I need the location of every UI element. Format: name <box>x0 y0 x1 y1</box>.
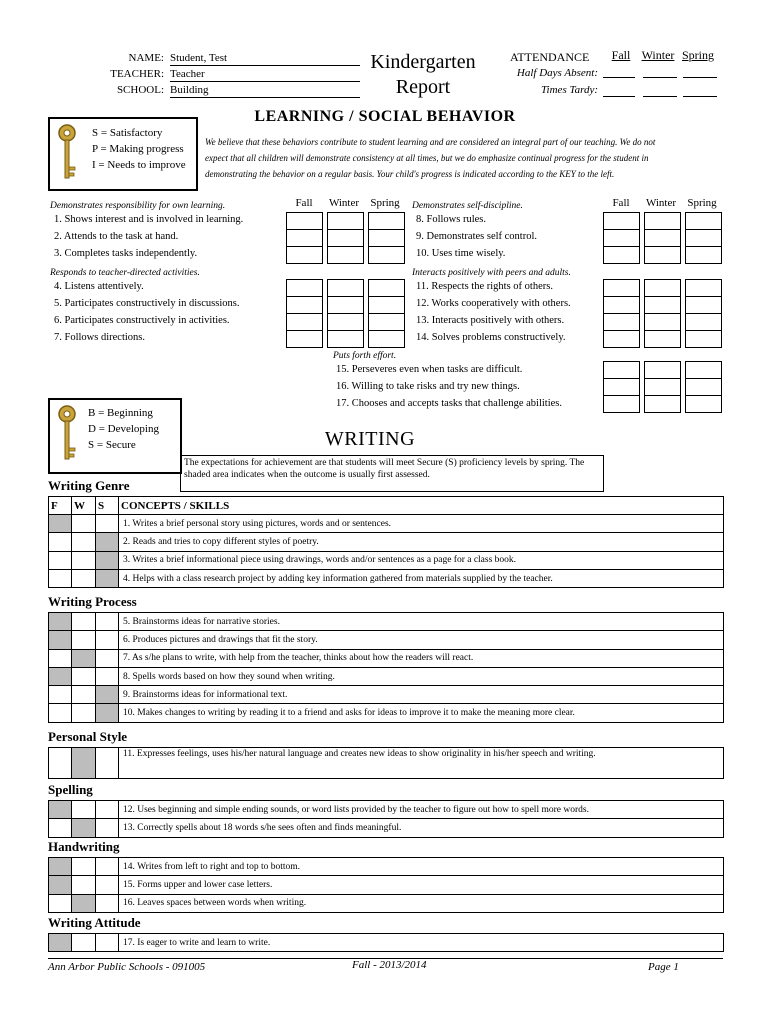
behavior-intro <box>205 134 725 182</box>
grade-cell-f[interactable] <box>49 569 72 587</box>
grade-cell-s[interactable] <box>96 533 119 551</box>
writing-section-title: Writing Genre <box>48 478 130 493</box>
left-col-winter: Winter <box>328 197 360 209</box>
skill-description: 13. Correctly spells about 18 words s/he sees often and finds meaningful. <box>119 819 724 837</box>
writing-expectation: The expectations for achievement are that students will meet Secure (S) proficiency levels by spring. The shaded area indicates when the outcome is usually first assessed. <box>180 455 604 492</box>
table-row <box>49 613 724 631</box>
skill-description: 11. Expresses feelings, uses his/her natural language and creates new ideas to show originality in his/her speech and writing. <box>119 748 724 779</box>
group-title: Demonstrates self-discipline. <box>412 201 523 211</box>
grade-cell-f[interactable] <box>49 934 72 952</box>
attendance-term-spring: Spring <box>681 48 714 62</box>
writing-table <box>48 933 724 952</box>
grade-cell-f[interactable] <box>49 649 72 667</box>
grade-cell-f[interactable] <box>49 667 72 685</box>
grade-box[interactable] <box>368 246 405 264</box>
grade-box[interactable] <box>286 212 323 230</box>
grade-cell-f[interactable] <box>49 819 72 837</box>
writing-section-title: Personal Style <box>48 729 128 744</box>
key-beginning: B = Beginning <box>88 407 153 419</box>
teacher-value: Teacher <box>170 67 360 82</box>
table-row <box>49 569 724 587</box>
right-col-spring: Spring <box>687 197 717 209</box>
writing-key-box <box>48 398 182 474</box>
group-title: Demonstrates responsibility for own learning. <box>50 201 226 211</box>
table-row <box>49 649 724 667</box>
grade-cell-w[interactable] <box>72 667 96 685</box>
grade-box[interactable] <box>644 313 681 331</box>
grade-box[interactable] <box>327 279 364 297</box>
tardy-fall-blank[interactable] <box>603 86 635 97</box>
grade-box[interactable] <box>685 229 722 247</box>
grade-box[interactable] <box>286 330 323 348</box>
grade-box[interactable] <box>327 246 364 264</box>
grade-box[interactable] <box>603 330 640 348</box>
grade-cell-f[interactable] <box>49 551 72 569</box>
grade-cell-s[interactable] <box>96 613 119 631</box>
grade-box[interactable] <box>644 330 681 348</box>
left-col-fall: Fall <box>295 197 313 209</box>
skill-description: 12. Uses beginning and simple ending sounds, or word lists provided by the teacher to figure out how to spell more words. <box>119 801 724 819</box>
attendance-term-fall: Fall <box>611 48 631 62</box>
grade-cell-f[interactable] <box>49 704 72 722</box>
grade-cell-w[interactable] <box>72 649 96 667</box>
grade-box[interactable] <box>603 296 640 314</box>
behavior-item-8: 8. Follows rules. <box>416 214 487 225</box>
grade-box[interactable] <box>286 296 323 314</box>
grade-box[interactable] <box>644 212 681 230</box>
grade-cell-w[interactable] <box>72 748 96 779</box>
grade-cell-s[interactable] <box>96 819 119 837</box>
skill-description: 5. Brainstorms ideas for narrative stories. <box>119 613 724 631</box>
table-row <box>49 748 724 779</box>
tardy-spring-blank[interactable] <box>683 86 717 97</box>
intro-line-3: demonstrating the behavior on a regular basis. Your child's progress is indicated according to the KEY to the left. <box>205 169 615 179</box>
grade-box[interactable] <box>603 395 640 413</box>
half-days-spring-blank[interactable] <box>683 67 717 78</box>
table-row <box>49 686 724 704</box>
key-making-progress: P = Making progress <box>92 143 184 155</box>
grade-cell-w[interactable] <box>72 934 96 952</box>
writing-table <box>48 800 724 838</box>
grade-box[interactable] <box>603 313 640 331</box>
group-title: Puts forth effort. <box>333 351 397 361</box>
grade-cell-w[interactable] <box>72 876 96 894</box>
behavior-item-17: 17. Chooses and accepts tasks that challenge abilities. <box>336 398 562 409</box>
behavior-item-5: 5. Participates constructively in discussions. <box>54 298 240 309</box>
right-col-winter: Winter <box>645 197 677 209</box>
grade-cell-f[interactable] <box>49 515 72 533</box>
group-title: Interacts positively with peers and adults. <box>412 268 571 278</box>
grade-box[interactable] <box>685 246 722 264</box>
school-value: Building <box>170 83 360 98</box>
skill-description: 14. Writes from left to right and top to bottom. <box>119 858 724 876</box>
grade-box[interactable] <box>644 378 681 396</box>
teacher-label: TEACHER: <box>110 68 164 80</box>
table-row <box>49 801 724 819</box>
behavior-item-4: 4. Listens attentively. <box>54 281 144 292</box>
group-title: Responds to teacher-directed activities. <box>50 268 200 278</box>
grade-box[interactable] <box>286 246 323 264</box>
behavior-item-6: 6. Participates constructively in activities. <box>54 315 230 326</box>
grade-box[interactable] <box>603 361 640 379</box>
skill-description: 17. Is eager to write and learn to write. <box>119 934 724 952</box>
footer-center: Fall - 2013/2014 <box>352 959 427 971</box>
skill-description: 16. Leaves spaces between words when writing. <box>119 894 724 912</box>
writing-section-title: Writing Process <box>48 594 137 609</box>
skill-description: 4. Helps with a class research project by adding key information gathered from materials supplied by the teacher. <box>119 569 724 587</box>
grade-box[interactable] <box>685 330 722 348</box>
key-satisfactory: S = Satisfactory <box>92 127 163 139</box>
table-row <box>49 876 724 894</box>
behavior-section-title: LEARNING / SOCIAL BEHAVIOR <box>254 108 516 125</box>
grade-cell-w[interactable] <box>72 894 96 912</box>
grade-cell-s[interactable] <box>96 801 119 819</box>
table-row <box>49 515 724 533</box>
grade-box[interactable] <box>327 313 364 331</box>
writing-section-title: Writing Attitude <box>48 915 141 930</box>
skill-description: 3. Writes a brief informational piece using drawings, words and/or sentences as a page for a class book. <box>119 551 724 569</box>
writing-title: WRITING <box>324 428 416 450</box>
grade-box[interactable] <box>603 212 640 230</box>
grade-box[interactable] <box>644 361 681 379</box>
footer-left: Ann Arbor Public Schools - 091005 <box>48 961 206 973</box>
footer-right: Page 1 <box>648 961 679 973</box>
table-row <box>49 631 724 649</box>
grade-cell-f[interactable] <box>49 894 72 912</box>
right-col-fall: Fall <box>612 197 630 209</box>
grade-cell-w[interactable] <box>72 819 96 837</box>
grade-box[interactable] <box>685 279 722 297</box>
grade-cell-w[interactable] <box>72 631 96 649</box>
behavior-item-1: 1. Shows interest and is involved in learning. <box>54 214 244 225</box>
table-row <box>49 934 724 952</box>
grade-cell-w[interactable] <box>72 801 96 819</box>
skill-description: 6. Produces pictures and drawings that fit the story. <box>119 631 724 649</box>
behavior-item-15: 15. Perseveres even when tasks are difficult. <box>336 364 523 375</box>
grade-box[interactable] <box>368 229 405 247</box>
grade-cell-w[interactable] <box>72 551 96 569</box>
grade-box[interactable] <box>603 279 640 297</box>
grade-cell-s[interactable] <box>96 631 119 649</box>
col-header-winter: W <box>72 497 96 515</box>
grade-box[interactable] <box>603 229 640 247</box>
report-title-line1: Kindergarten <box>370 51 476 73</box>
grade-box[interactable] <box>685 296 722 314</box>
tardy-label: Times Tardy: <box>541 84 598 96</box>
grade-box[interactable] <box>603 378 640 396</box>
report-title-line2: Report <box>395 76 451 98</box>
skill-description: 7. As s/he plans to write, with help from the teacher, thinks about how the readers will react. <box>119 649 724 667</box>
school-label: SCHOOL: <box>116 84 164 96</box>
grade-cell-f[interactable] <box>49 686 72 704</box>
name-value: Student, Test <box>170 51 360 66</box>
grade-box[interactable] <box>327 330 364 348</box>
grade-cell-w[interactable] <box>72 858 96 876</box>
grade-cell-f[interactable] <box>49 748 72 779</box>
grade-box[interactable] <box>685 361 722 379</box>
grade-box[interactable] <box>327 229 364 247</box>
grade-cell-s[interactable] <box>96 569 119 587</box>
grade-cell-s[interactable] <box>96 649 119 667</box>
writing-table <box>48 612 724 723</box>
grade-cell-w[interactable] <box>72 613 96 631</box>
grade-box[interactable] <box>685 212 722 230</box>
grade-cell-s[interactable] <box>96 551 119 569</box>
grade-box[interactable] <box>603 246 640 264</box>
grade-box[interactable] <box>327 296 364 314</box>
col-header-concepts: CONCEPTS / SKILLS <box>119 497 724 515</box>
half-days-fall-blank[interactable] <box>603 67 635 78</box>
key-needs-improve: I = Needs to improve <box>92 159 186 171</box>
grade-cell-w[interactable] <box>72 569 96 587</box>
writing-table <box>48 496 724 588</box>
grade-box[interactable] <box>368 296 405 314</box>
grade-cell-f[interactable] <box>49 801 72 819</box>
key-developing: D = Developing <box>88 423 159 435</box>
grade-cell-s[interactable] <box>96 894 119 912</box>
behavior-item-13: 13. Interacts positively with others. <box>416 315 565 326</box>
table-row <box>49 533 724 551</box>
grade-box[interactable] <box>368 313 405 331</box>
grade-cell-f[interactable] <box>49 631 72 649</box>
writing-section-title: Handwriting <box>48 839 120 854</box>
grade-cell-w[interactable] <box>72 533 96 551</box>
behavior-item-11: 11. Respects the rights of others. <box>416 281 553 292</box>
writing-table <box>48 747 724 779</box>
behavior-item-9: 9. Demonstrates self control. <box>416 231 538 242</box>
grade-box[interactable] <box>644 246 681 264</box>
skill-description: 15. Forms upper and lower case letters. <box>119 876 724 894</box>
table-row <box>49 819 724 837</box>
intro-line-2: expect that all children will demonstrate consistency at all times, but we do emphasize continual progress for the student in <box>205 153 649 163</box>
table-row <box>49 894 724 912</box>
grade-cell-w[interactable] <box>72 686 96 704</box>
left-col-spring: Spring <box>370 197 400 209</box>
col-header-fall: F <box>49 497 72 515</box>
grade-box[interactable] <box>685 313 722 331</box>
tardy-winter-blank[interactable] <box>643 86 677 97</box>
grade-box[interactable] <box>368 330 405 348</box>
grade-cell-s[interactable] <box>96 704 119 722</box>
behavior-item-10: 10. Uses time wisely. <box>416 248 506 259</box>
grade-cell-s[interactable] <box>96 858 119 876</box>
grade-cell-s[interactable] <box>96 934 119 952</box>
table-row <box>49 704 724 722</box>
grade-cell-f[interactable] <box>49 876 72 894</box>
behavior-key-box <box>48 117 198 191</box>
grade-box[interactable] <box>644 395 681 413</box>
grade-cell-s[interactable] <box>96 686 119 704</box>
attendance-label: ATTENDANCE <box>510 50 590 64</box>
table-row <box>49 667 724 685</box>
key-icon <box>56 123 78 183</box>
behavior-item-2: 2. Attends to the task at hand. <box>54 231 179 242</box>
intro-line-1: We believe that these behaviors contribute to student learning and are considered an integral part of our teaching. We do not <box>205 137 656 147</box>
skill-description: 2. Reads and tries to copy different styles of poetry. <box>119 533 724 551</box>
grade-cell-w[interactable] <box>72 704 96 722</box>
key-icon <box>56 404 78 464</box>
grade-cell-s[interactable] <box>96 667 119 685</box>
behavior-item-7: 7. Follows directions. <box>54 332 145 343</box>
grade-box[interactable] <box>644 229 681 247</box>
grade-box[interactable] <box>644 296 681 314</box>
grade-cell-w[interactable] <box>72 515 96 533</box>
grade-cell-f[interactable] <box>49 533 72 551</box>
grade-box[interactable] <box>327 212 364 230</box>
table-row <box>49 551 724 569</box>
name-label: NAME: <box>128 52 164 64</box>
grade-box[interactable] <box>286 279 323 297</box>
half-days-label: Half Days Absent: <box>516 67 598 79</box>
behavior-item-3: 3. Completes tasks independently. <box>54 248 198 259</box>
writing-table <box>48 857 724 913</box>
skill-description: 9. Brainstorms ideas for informational text. <box>119 686 724 704</box>
table-row <box>49 858 724 876</box>
writing-section-title: Spelling <box>48 782 93 797</box>
behavior-item-14: 14. Solves problems constructively. <box>416 332 566 343</box>
grade-box[interactable] <box>368 279 405 297</box>
behavior-item-16: 16. Willing to take risks and try new things. <box>336 381 520 392</box>
col-header-spring: S <box>96 497 119 515</box>
grade-box[interactable] <box>286 229 323 247</box>
attendance-term-winter: Winter <box>641 48 675 62</box>
grade-cell-s[interactable] <box>96 515 119 533</box>
grade-box[interactable] <box>286 313 323 331</box>
grade-box[interactable] <box>368 212 405 230</box>
behavior-item-12: 12. Works cooperatively with others. <box>416 298 571 309</box>
half-days-winter-blank[interactable] <box>643 67 677 78</box>
grade-box[interactable] <box>685 378 722 396</box>
grade-cell-s[interactable] <box>96 748 119 779</box>
grade-cell-f[interactable] <box>49 858 72 876</box>
grade-box[interactable] <box>685 395 722 413</box>
key-secure: S = Secure <box>88 439 136 451</box>
skill-description: 8. Spells words based on how they sound when writing. <box>119 667 724 685</box>
grade-box[interactable] <box>644 279 681 297</box>
skill-description: 10. Makes changes to writing by reading it to a friend and asks for ideas to improve it to make the meaning more clear. <box>119 704 724 722</box>
grade-cell-s[interactable] <box>96 876 119 894</box>
grade-cell-f[interactable] <box>49 613 72 631</box>
skill-description: 1. Writes a brief personal story using pictures, words and or sentences. <box>119 515 724 533</box>
